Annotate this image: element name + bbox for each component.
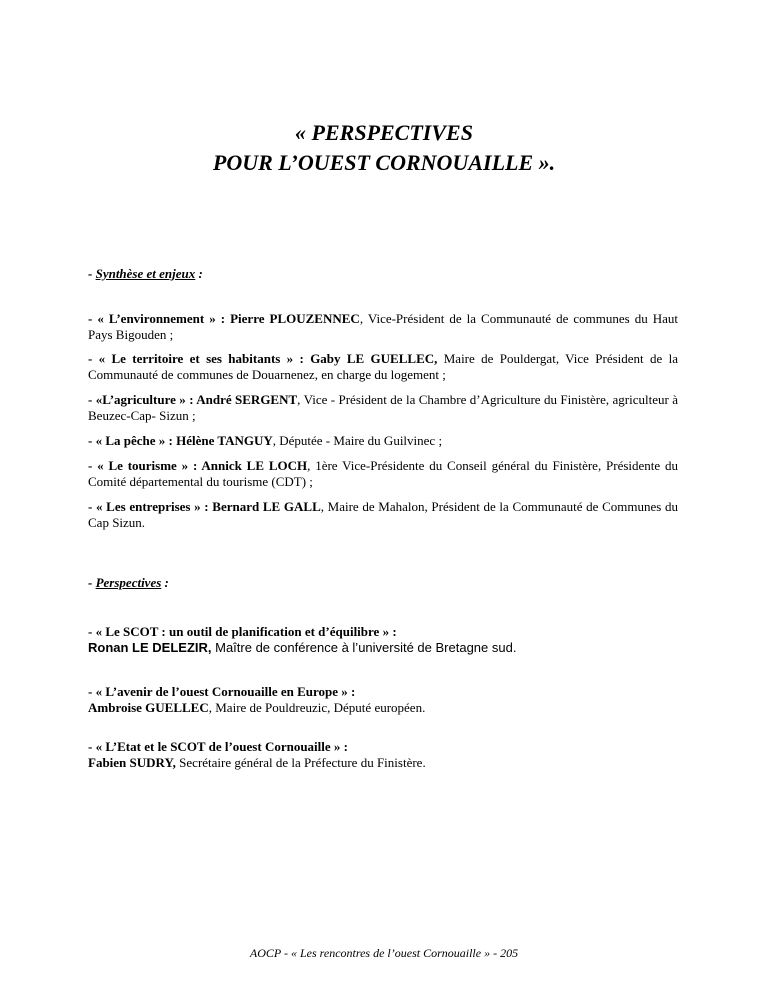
item-description: , Députée - Maire du Guilvinec ; xyxy=(272,433,443,448)
synthese-item-tourisme xyxy=(88,458,678,490)
synthese-item-agriculture xyxy=(88,392,678,424)
page-footer: AOCP - « Les rencontres de l’ouest Cornouaille » - 205 xyxy=(249,946,519,960)
synthese-item-peche xyxy=(88,433,678,449)
item-description: , Vice-Président de la Communauté de communes du Haut Pays Bigouden ; xyxy=(88,311,679,342)
title-line-2: POUR L’OUEST CORNOUAILLE ». xyxy=(212,150,556,175)
section-heading-synthese xyxy=(88,266,678,282)
section-colon: : xyxy=(195,266,203,281)
item-topic: - « Le tourisme » : Annick LE LOCH xyxy=(88,458,308,473)
synthese-item-entreprises xyxy=(88,499,678,531)
item-speaker-name: Fabien SUDRY, xyxy=(88,755,176,770)
item-speaker-name: Ambroise GUELLEC xyxy=(88,700,209,715)
section-colon: : xyxy=(161,575,169,590)
item-description: , Vice - Président de la Chambre d’Agriculture du Finistère, agriculteur à Beuzec-Cap- Sizun ; xyxy=(88,392,679,423)
section-dash: - xyxy=(88,575,96,590)
item-topic: - « L’Etat et le SCOT de l’ouest Cornouaille » : xyxy=(88,739,348,754)
section-heading-perspectives xyxy=(88,575,678,591)
item-description: Secrétaire général de la Préfecture du Finistère. xyxy=(175,755,426,770)
title-line-1: « PERSPECTIVES xyxy=(295,120,473,145)
item-topic: - « Les entreprises » : Bernard LE GALL xyxy=(88,499,321,514)
item-description: , Maire de Mahalon, Président de la Communauté de Communes du Cap Sizun. xyxy=(88,499,678,530)
item-topic: - « Le territoire et ses habitants » : Gaby LE GUELLEC, xyxy=(88,351,438,366)
item-description: Maître de conférence à l’université de Bretagne sud. xyxy=(211,640,517,655)
item-topic: - « La pêche » : Hélène TANGUY xyxy=(88,433,273,448)
section-heading-text: Perspectives xyxy=(95,575,162,590)
item-topic: - « L’environnement » : Pierre PLOUZENNEC xyxy=(88,311,360,326)
section-heading-text: Synthèse et enjeux xyxy=(95,266,196,281)
item-description: , 1ère Vice-Présidente du Conseil général du Finistère, Présidente du Comité départemental du tourisme (CDT) ; xyxy=(88,458,678,489)
perspectives-item-etat xyxy=(88,739,678,771)
perspectives-item-europe xyxy=(88,684,678,716)
perspectives-item-scot xyxy=(88,624,678,656)
item-description: Maire de Pouldergat, Vice Président de la Communauté de communes de Douarnenez, en charge du logement ; xyxy=(88,351,678,382)
synthese-item-territoire xyxy=(88,351,678,383)
synthese-item-environnement xyxy=(88,311,678,343)
item-topic: - « Le SCOT : un outil de planification et d’équilibre » : xyxy=(88,624,397,639)
item-description: , Maire de Pouldreuzic, Député européen. xyxy=(208,700,426,715)
item-topic: - « L’avenir de l’ouest Cornouaille en Europe » : xyxy=(88,684,356,699)
item-topic: - «L’agriculture » : André SERGENT xyxy=(88,392,298,407)
section-dash: - xyxy=(88,266,96,281)
item-speaker-name: Ronan LE DELEZIR, xyxy=(88,640,212,655)
page-title xyxy=(0,118,768,178)
